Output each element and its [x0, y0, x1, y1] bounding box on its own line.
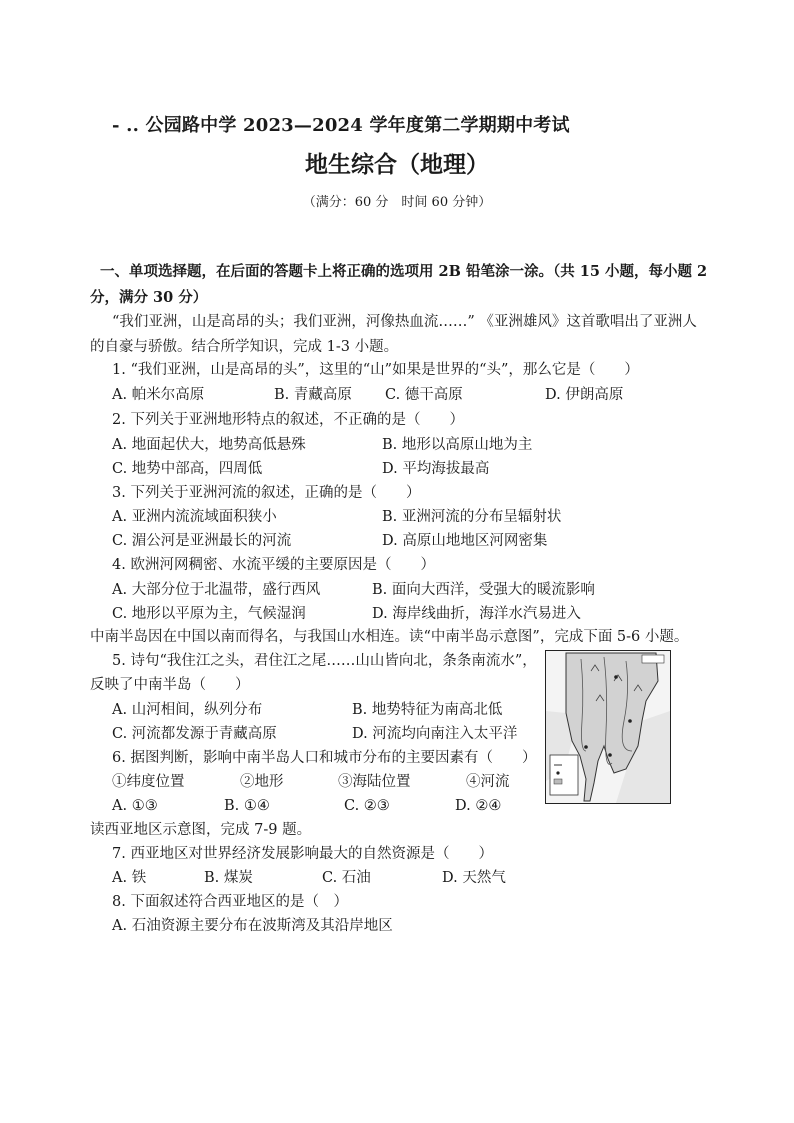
question-5-stem-2: 反映了中南半岛（ ） [90, 677, 250, 693]
q6-factor-1: ①纬度位置 [112, 774, 185, 790]
question-8-stem: 8. 下面叙述符合西亚地区的是（ ） [112, 894, 348, 910]
question-1-stem: 1. “我们亚洲，山是高昂的头”，这里的“山”如果是世界的“头”，那么它是（ ） [112, 362, 639, 378]
q6-factor-4: ④河流 [466, 774, 510, 790]
passage-7-9: 读西亚地区示意图，完成 7-9 题。 [90, 822, 312, 838]
q2-option-b: B. 地形以高原山地为主 [382, 437, 533, 453]
q6-factor-3: ③海陆位置 [338, 774, 411, 790]
q2-option-c: C. 地势中部高，四周低 [112, 461, 263, 477]
question-2-stem: 2. 下列关于亚洲地形特点的叙述，不正确的是（ ） [112, 412, 464, 428]
q1-option-c: C. 德干高原 [385, 387, 463, 403]
q3-option-b: B. 亚洲河流的分布呈辐射状 [382, 509, 562, 525]
question-4-stem: 4. 欧洲河网稠密、水流平缓的主要原因是（ ） [112, 557, 435, 573]
question-3-stem: 3. 下列关于亚洲河流的叙述，正确的是（ ） [112, 485, 421, 501]
q5-option-d: D. 河流均向南注入太平洋 [352, 726, 518, 742]
q2-option-d: D. 平均海拔最高 [382, 461, 490, 477]
q1-option-d: D. 伊朗高原 [545, 387, 624, 403]
q5-option-c: C. 河流都发源于青藏高原 [112, 726, 277, 742]
q6-option-c: C. ②③ [344, 798, 390, 814]
q5-option-a: A. 山河相间，纵列分布 [112, 702, 263, 718]
question-5-stem-1: 5. 诗句“我住江之头，君住江之尾……山山皆向北，条条南流水”， [112, 653, 537, 669]
question-7-stem: 7. 西亚地区对世界经济发展影响最大的自然资源是（ ） [112, 846, 493, 862]
q7-option-d: D. 天然气 [442, 870, 506, 886]
q3-option-d: D. 高原山地地区河网密集 [382, 533, 548, 549]
q3-option-c: C. 湄公河是亚洲最长的河流 [112, 533, 292, 549]
section-instruction-2: 分，满分 30 分） [90, 289, 208, 306]
school-title: - .. 公园路中学 2023—2024 学年度第二学期期中考试 [112, 115, 570, 136]
q4-option-c: C. 地形以平原为主，气候湿润 [112, 606, 306, 622]
question-6-stem: 6. 据图判断，影响中南半岛人口和城市分布的主要因素有（ ） [112, 750, 537, 766]
q8-option-a: A. 石油资源主要分布在波斯湾及其沿岸地区 [112, 918, 393, 934]
q6-option-d: D. ②④ [455, 798, 502, 814]
q7-option-b: B. 煤炭 [204, 870, 253, 886]
q6-option-a: A. ①③ [112, 798, 158, 814]
q4-option-b: B. 面向大西洋，受强大的暖流影响 [372, 582, 595, 598]
indochina-map-image [545, 650, 671, 804]
q5-option-b: B. 地势特征为南高北低 [352, 702, 503, 718]
q6-option-b: B. ①④ [224, 798, 270, 814]
q3-option-a: A. 亚洲内流流域面积狭小 [112, 509, 277, 525]
q1-option-a: A. 帕米尔高原 [112, 387, 205, 403]
q7-option-c: C. 石油 [322, 870, 371, 886]
q6-factor-2: ②地形 [240, 774, 284, 790]
q4-option-d: D. 海岸线曲折，海洋水汽易进入 [372, 606, 581, 622]
score-info: （满分：60 分 时间 60 分钟） [302, 195, 492, 210]
intro-line-1: “我们亚洲，山是高昂的头；我们亚洲，河像热血流……” 《亚洲雄风》这首歌唱出了亚洲人 [112, 314, 697, 330]
section-instruction-1: 一、单项选择题，在后面的答题卡上将正确的选项用 2B 铅笔涂一涂。（共 15 小题，每小题 2 [100, 263, 708, 280]
q4-option-a: A. 大部分位于北温带，盛行西风 [112, 582, 321, 598]
passage-5-6: 中南半岛因在中国以南而得名，与我国山水相连。读“中南半岛示意图”，完成下面 5-6 小题。 [90, 629, 689, 645]
q7-option-a: A. 铁 [112, 870, 147, 886]
q1-option-b: B. 青藏高原 [274, 387, 352, 403]
intro-line-2: 的自豪与骄傲。结合所学知识，完成 1-3 小题。 [90, 339, 399, 355]
q2-option-a: A. 地面起伏大，地势高低悬殊 [112, 437, 306, 453]
subject-title: 地生综合（地理） [305, 151, 489, 178]
